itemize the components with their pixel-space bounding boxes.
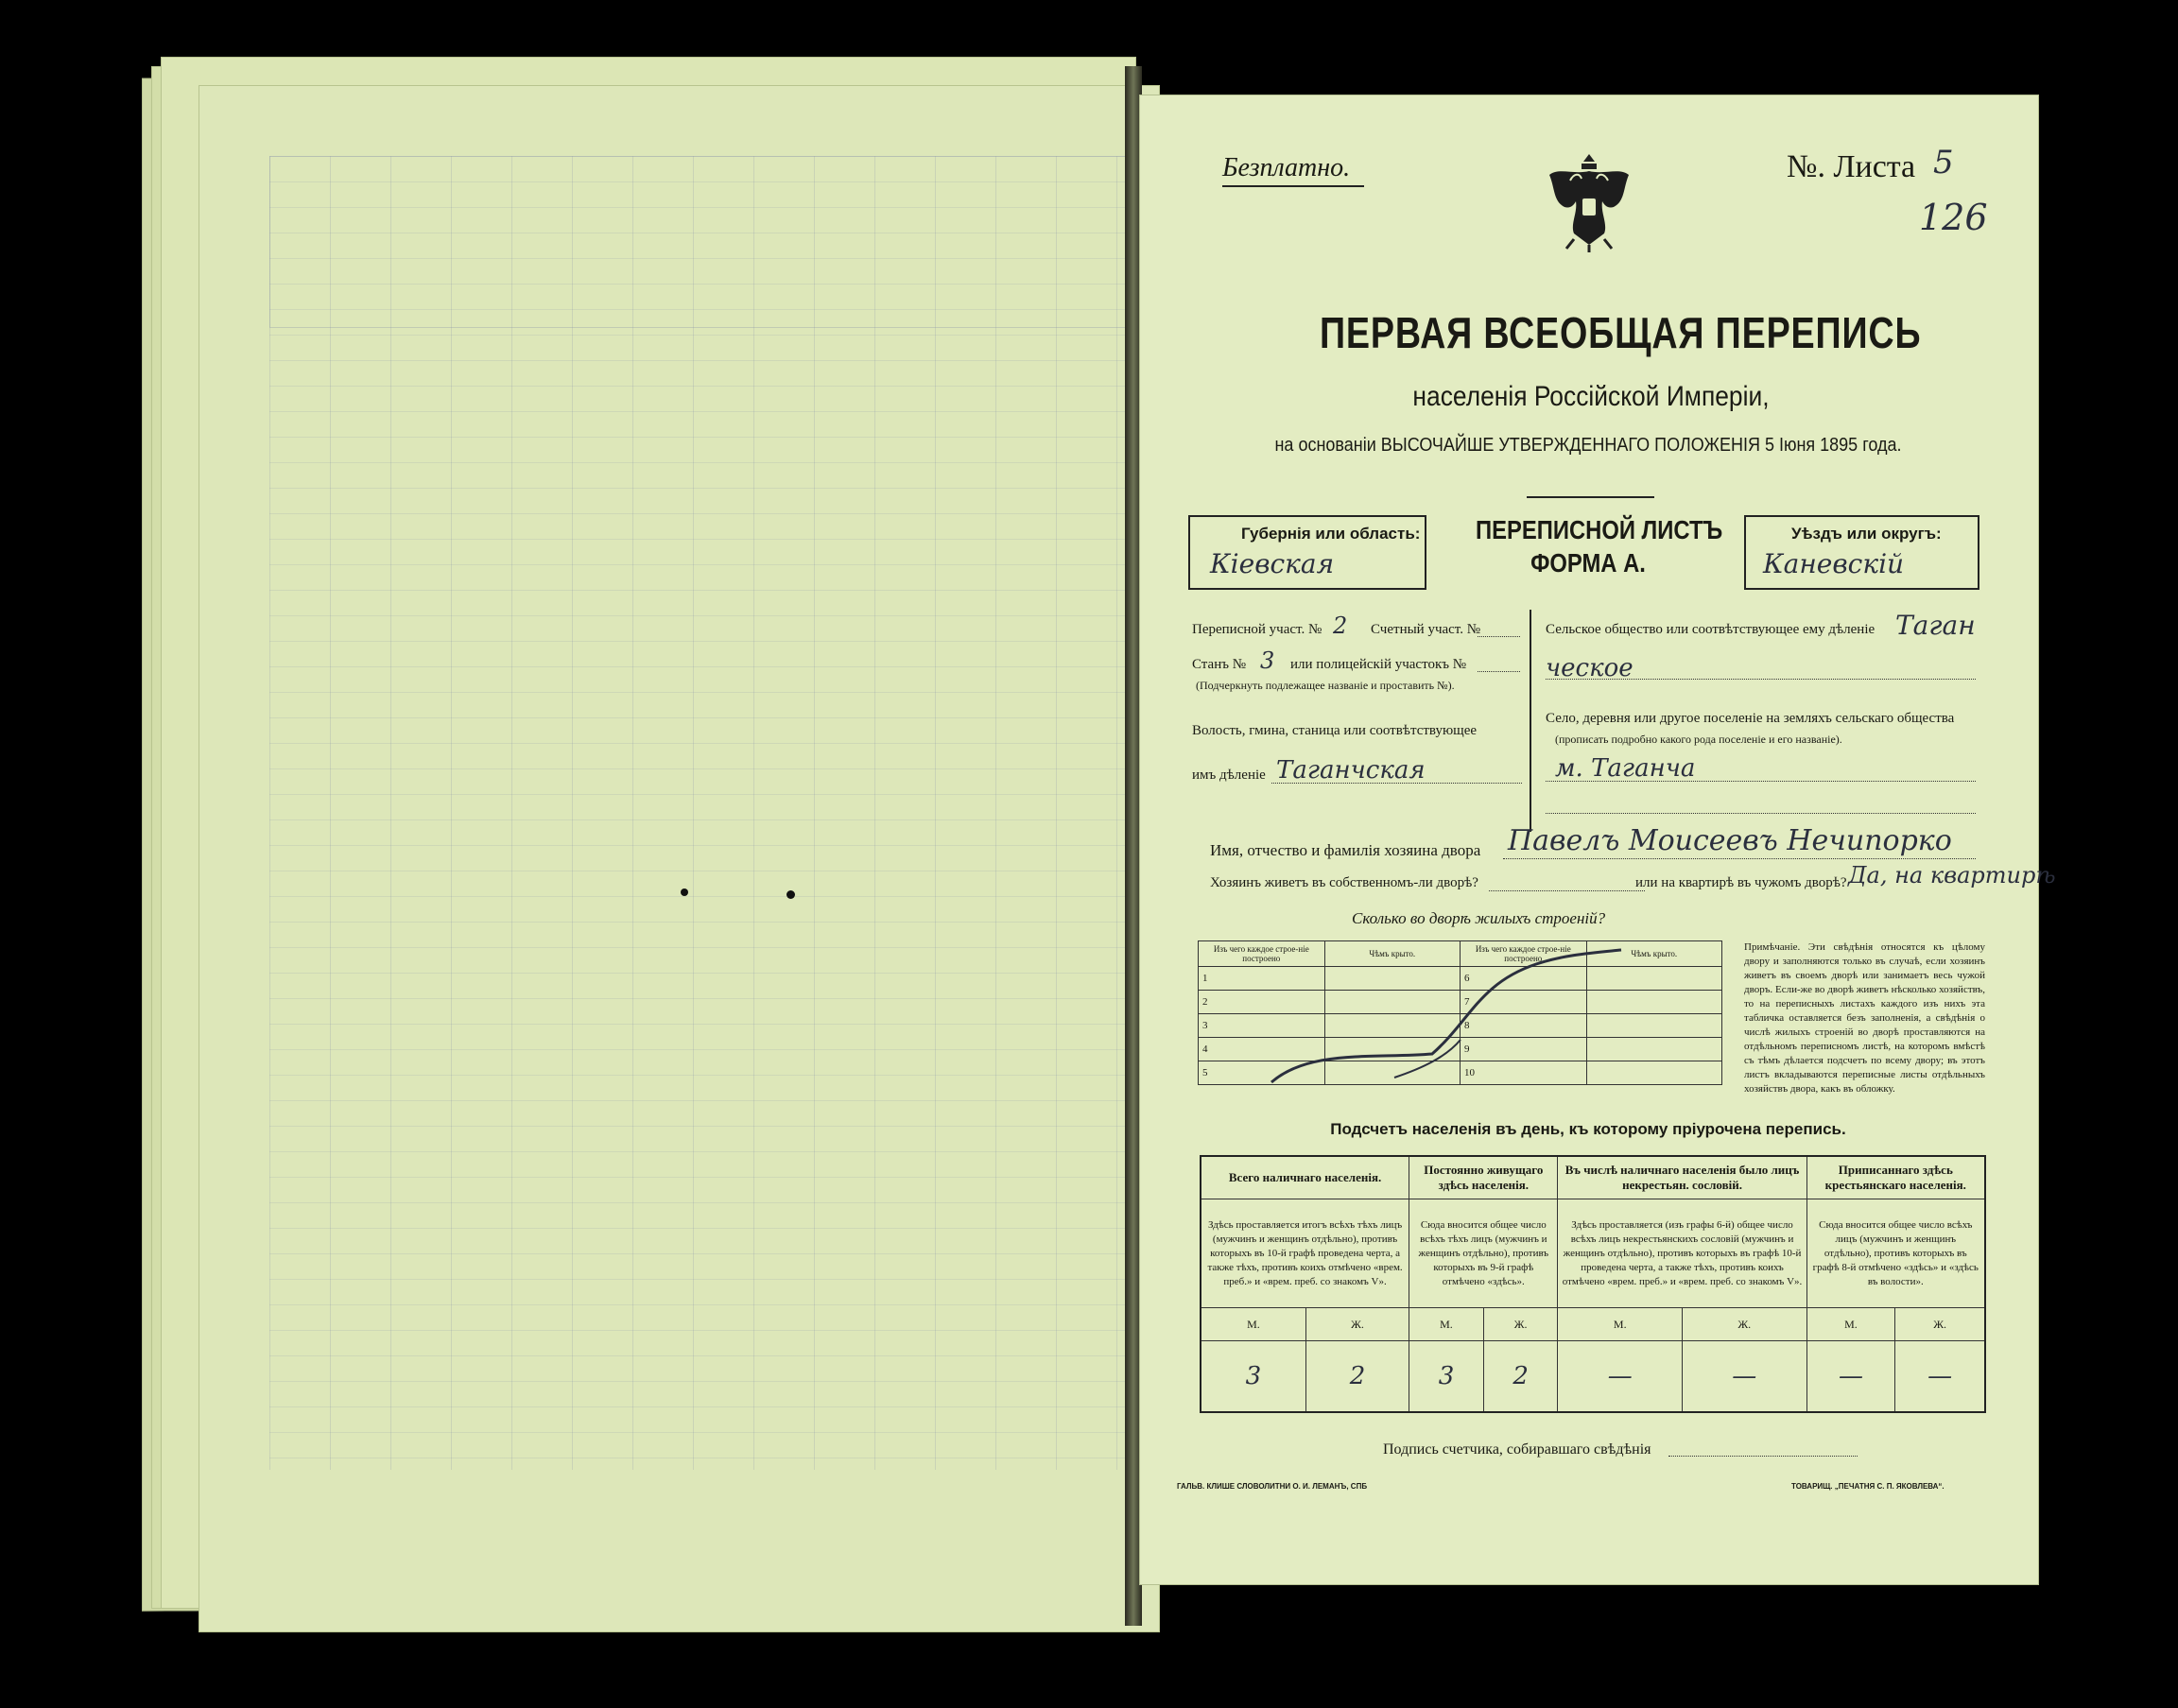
summary-head-total: Всего наличнаго населенія. (1201, 1156, 1409, 1199)
printer-left: ГАЛЬВ. КЛИШЕ СЛОВОЛИТНИ О. И. ЛЕМАНЪ, СПБ (1177, 1482, 1368, 1491)
underline (1222, 185, 1364, 187)
census-title: ПЕРВАЯ ВСЕОБЩАЯ ПЕРЕПИСЬ (1320, 308, 1922, 357)
summary-value-male-registered: — (1806, 1341, 1895, 1413)
buildings-row-num: 7 (1460, 991, 1586, 1014)
stan-note: (Подчеркнуть подлежащее названіе и проставить №). (1196, 679, 1455, 692)
summary-col-male: М. (1201, 1308, 1305, 1341)
census-subtitle: населенія Россійской Имперіи, (1412, 381, 1770, 412)
buildings-row-num: 1 (1199, 967, 1325, 991)
society-value-2: ческое (1546, 654, 1634, 682)
schetn-uch-label: Счетный участ. № (1371, 622, 1481, 637)
blank-line (1271, 783, 1522, 784)
buildings-row-num: 6 (1460, 967, 1586, 991)
summary-value-female-non-peasant: — (1683, 1341, 1807, 1413)
blank-line (1478, 671, 1520, 672)
signature-line (1668, 1456, 1858, 1457)
summary-value-male-permanent: 3 (1409, 1341, 1484, 1413)
sheet-number-value: 5 (1933, 144, 1954, 181)
buildings-row-num: 2 (1199, 991, 1325, 1014)
summary-value-female-permanent: 2 (1483, 1341, 1558, 1413)
buildings-col-roof-2: Чѣмъ крыто. (1586, 941, 1721, 967)
double-headed-eagle-emblem (1546, 147, 1633, 255)
buildings-question: Сколько во дворѣ жилыхъ строеній? (1352, 909, 1606, 927)
stan-label: Станъ № (1192, 657, 1247, 672)
gubernia-value: Кіевская (1210, 548, 1335, 579)
gubernia-label: Губернія или область: (1241, 525, 1421, 543)
free-label: Безплатно. (1222, 153, 1351, 182)
owner-label: Имя, отчество и фамилія хозяина двора (1210, 841, 1481, 859)
census-form (1139, 95, 2056, 1583)
summary-desc-permanent: Сюда вносится общее число всѣхъ тѣхъ лицъ (мужчинъ и женщинъ отдѣльно), противъ которыхъ въ 9-й графѣ отмѣчено «здѣсь». (1409, 1199, 1558, 1308)
buildings-col-material: Изъ чего каждое строе-ніе построено (1199, 941, 1325, 967)
section-divider (1530, 610, 1531, 832)
police-label: или полицейскій участокъ № (1290, 657, 1467, 672)
lives-value: Да, на квартирѣ (1848, 862, 2056, 889)
summary-col-female: Ж. (1683, 1308, 1807, 1341)
archive-number: 126 (1919, 197, 1988, 238)
summary-col-male: М. (1558, 1308, 1683, 1341)
owner-value: Павелъ Моисеевъ Нечипорко (1508, 824, 1952, 857)
summary-head-registered: Приписаннаго здѣсь крестьянскаго населенія. (1806, 1156, 1985, 1199)
signature-label: Подпись счетчика, собиравшаго свѣдѣнія (1383, 1441, 1651, 1458)
summary-col-female: Ж. (1483, 1308, 1558, 1341)
blank-line (1478, 636, 1520, 637)
volost-value: Таганчская (1276, 756, 1426, 785)
uezd-label: Уѣздъ или округъ: (1791, 525, 1942, 543)
bleed-through-grid (269, 156, 1125, 1470)
buildings-row-num: 10 (1460, 1061, 1586, 1085)
summary-desc-non-peasant: Здѣсь проставляется (изъ графы 6-й) общее число всѣхъ лицъ некрестьянскихъ сословій (мужчинъ и женщинъ отдѣльно), противъ которыхъ въ графѣ 10-й проведена черта, а также тѣхъ, противъ коихъ отмѣчено «врем. преб.» и «врем. преб. со знакомъ V». (1558, 1199, 1806, 1308)
form-name: ФОРМА А. (1530, 548, 1646, 578)
summary-col-male: М. (1409, 1308, 1484, 1341)
blank-line (1546, 679, 1976, 680)
sheet-number-label: №. Листа (1787, 149, 1916, 184)
buildings-row-num: 3 (1199, 1014, 1325, 1038)
village-value: м. Таганча (1555, 754, 1696, 783)
summary-head-non-peasant: Въ числѣ наличнаго населенія было лицъ некрестьян. сословій. (1558, 1156, 1806, 1199)
village-note: (прописать подробно какого рода поселеніе и его названіе). (1555, 733, 1842, 746)
buildings-row-num: 4 (1199, 1038, 1325, 1061)
summary-col-male: М. (1806, 1308, 1895, 1341)
lives-other-label: или на квартирѣ въ чужомъ дворѣ? (1635, 875, 1847, 890)
society-label: Сельское общество или соотвѣтствующее ему дѣленіе (1546, 622, 1876, 637)
society-value: Таган (1895, 610, 1976, 641)
stan-value: 3 (1260, 647, 1275, 674)
ink-spot (681, 889, 688, 896)
buildings-col-material-2: Изъ чего каждое строе-ніе построено (1460, 941, 1586, 967)
summary-value-female-total: 2 (1305, 1341, 1409, 1413)
perepis-uch-value: 2 (1333, 612, 1348, 639)
printer-right: ТОВАРИЩ. „ПЕЧАТНЯ С. П. ЯКОВЛЕВА“. (1791, 1482, 1945, 1491)
summary-table (1200, 1155, 1986, 1413)
summary-value-male-total: 3 (1201, 1341, 1305, 1413)
summary-value-male-non-peasant: — (1558, 1341, 1683, 1413)
summary-col-female: Ж. (1895, 1308, 1985, 1341)
buildings-row-num: 9 (1460, 1038, 1586, 1061)
blank-line (1503, 858, 1976, 859)
blank-line (1546, 813, 1976, 814)
cross-out-scribble (1253, 945, 1631, 1096)
census-basis: на основаніи ВЫСОЧАЙШЕ УТВЕРЖДЕННАГО ПОЛОЖЕНІЯ 5 Іюня 1895 года. (1274, 435, 1902, 456)
buildings-row-num: 8 (1460, 1014, 1586, 1038)
buildings-col-roof: Чѣмъ крыто. (1324, 941, 1460, 967)
summary-desc-registered: Сюда вносится общее число всѣхъ лицъ (мужчинъ и женщинъ отдѣльно), противъ которыхъ въ графѣ 8-й отмѣчено «здѣсь» и «здѣсь въ волости». (1806, 1199, 1985, 1308)
ornament-divider (1527, 496, 1654, 498)
census-list-title: ПЕРЕПИСНОЙ ЛИСТЪ (1476, 515, 1723, 544)
summary-col-female: Ж. (1305, 1308, 1409, 1341)
summary-desc-total: Здѣсь проставляется итогъ всѣхъ тѣхъ лицъ (мужчинъ и женщинъ отдѣльно), противъ которыхъ въ 10-й графѣ проведена черта, а также тѣхъ, противъ коихъ отмѣчено «врем. преб.» и «врем. преб. со знакомъ V». (1201, 1199, 1409, 1308)
volost-label: Волость, гмина, станица или соотвѣтствующее (1192, 723, 1478, 738)
buildings-row-num: 5 (1199, 1061, 1325, 1085)
summary-head-permanent: Постоянно живущаго здѣсь населенія. (1409, 1156, 1558, 1199)
uezd-value: Каневскій (1763, 548, 1905, 579)
perepis-uch-label: Переписной участ. № (1192, 622, 1322, 637)
ink-spot (786, 890, 795, 899)
lives-own-label: Хозяинъ живетъ въ собственномъ-ли дворѣ? (1210, 875, 1478, 890)
volost-label-2: имъ дѣленіе (1192, 768, 1266, 783)
buildings-note: Примѣчаніе. Эти свѣдѣнія относятся къ цѣлому двору и заполняются только въ случаѣ, если хозяинъ живетъ въ своемъ дворѣ или занимаетъ весь чужой дворъ. Если-же во дворѣ живетъ нѣсколько хозяйствъ, то на переписныхъ листахъ каждого изъ нихъ эта табличка оставляется безъ заполненія, а свѣдѣнія о числѣ жилыхъ строеній во дворѣ проставляются на отдѣльномъ переписномъ листѣ, на которомъ вмѣстѣ съ тѣмъ дѣлается подсчетъ по всему двору; въ этотъ листъ вкладываются переписные листы отдѣльныхъ хозяйствъ двора, какъ въ обложку. (1744, 941, 1985, 1095)
blank-line (1489, 890, 1645, 891)
summary-title: Подсчетъ населенія въ день, къ которому пріурочена перепись. (1330, 1120, 1846, 1138)
village-label: Село, деревня или другое поселеніе на земляхъ сельскаго общества (1546, 711, 1955, 726)
summary-value-female-registered: — (1895, 1341, 1985, 1413)
blank-line (1546, 781, 1976, 782)
